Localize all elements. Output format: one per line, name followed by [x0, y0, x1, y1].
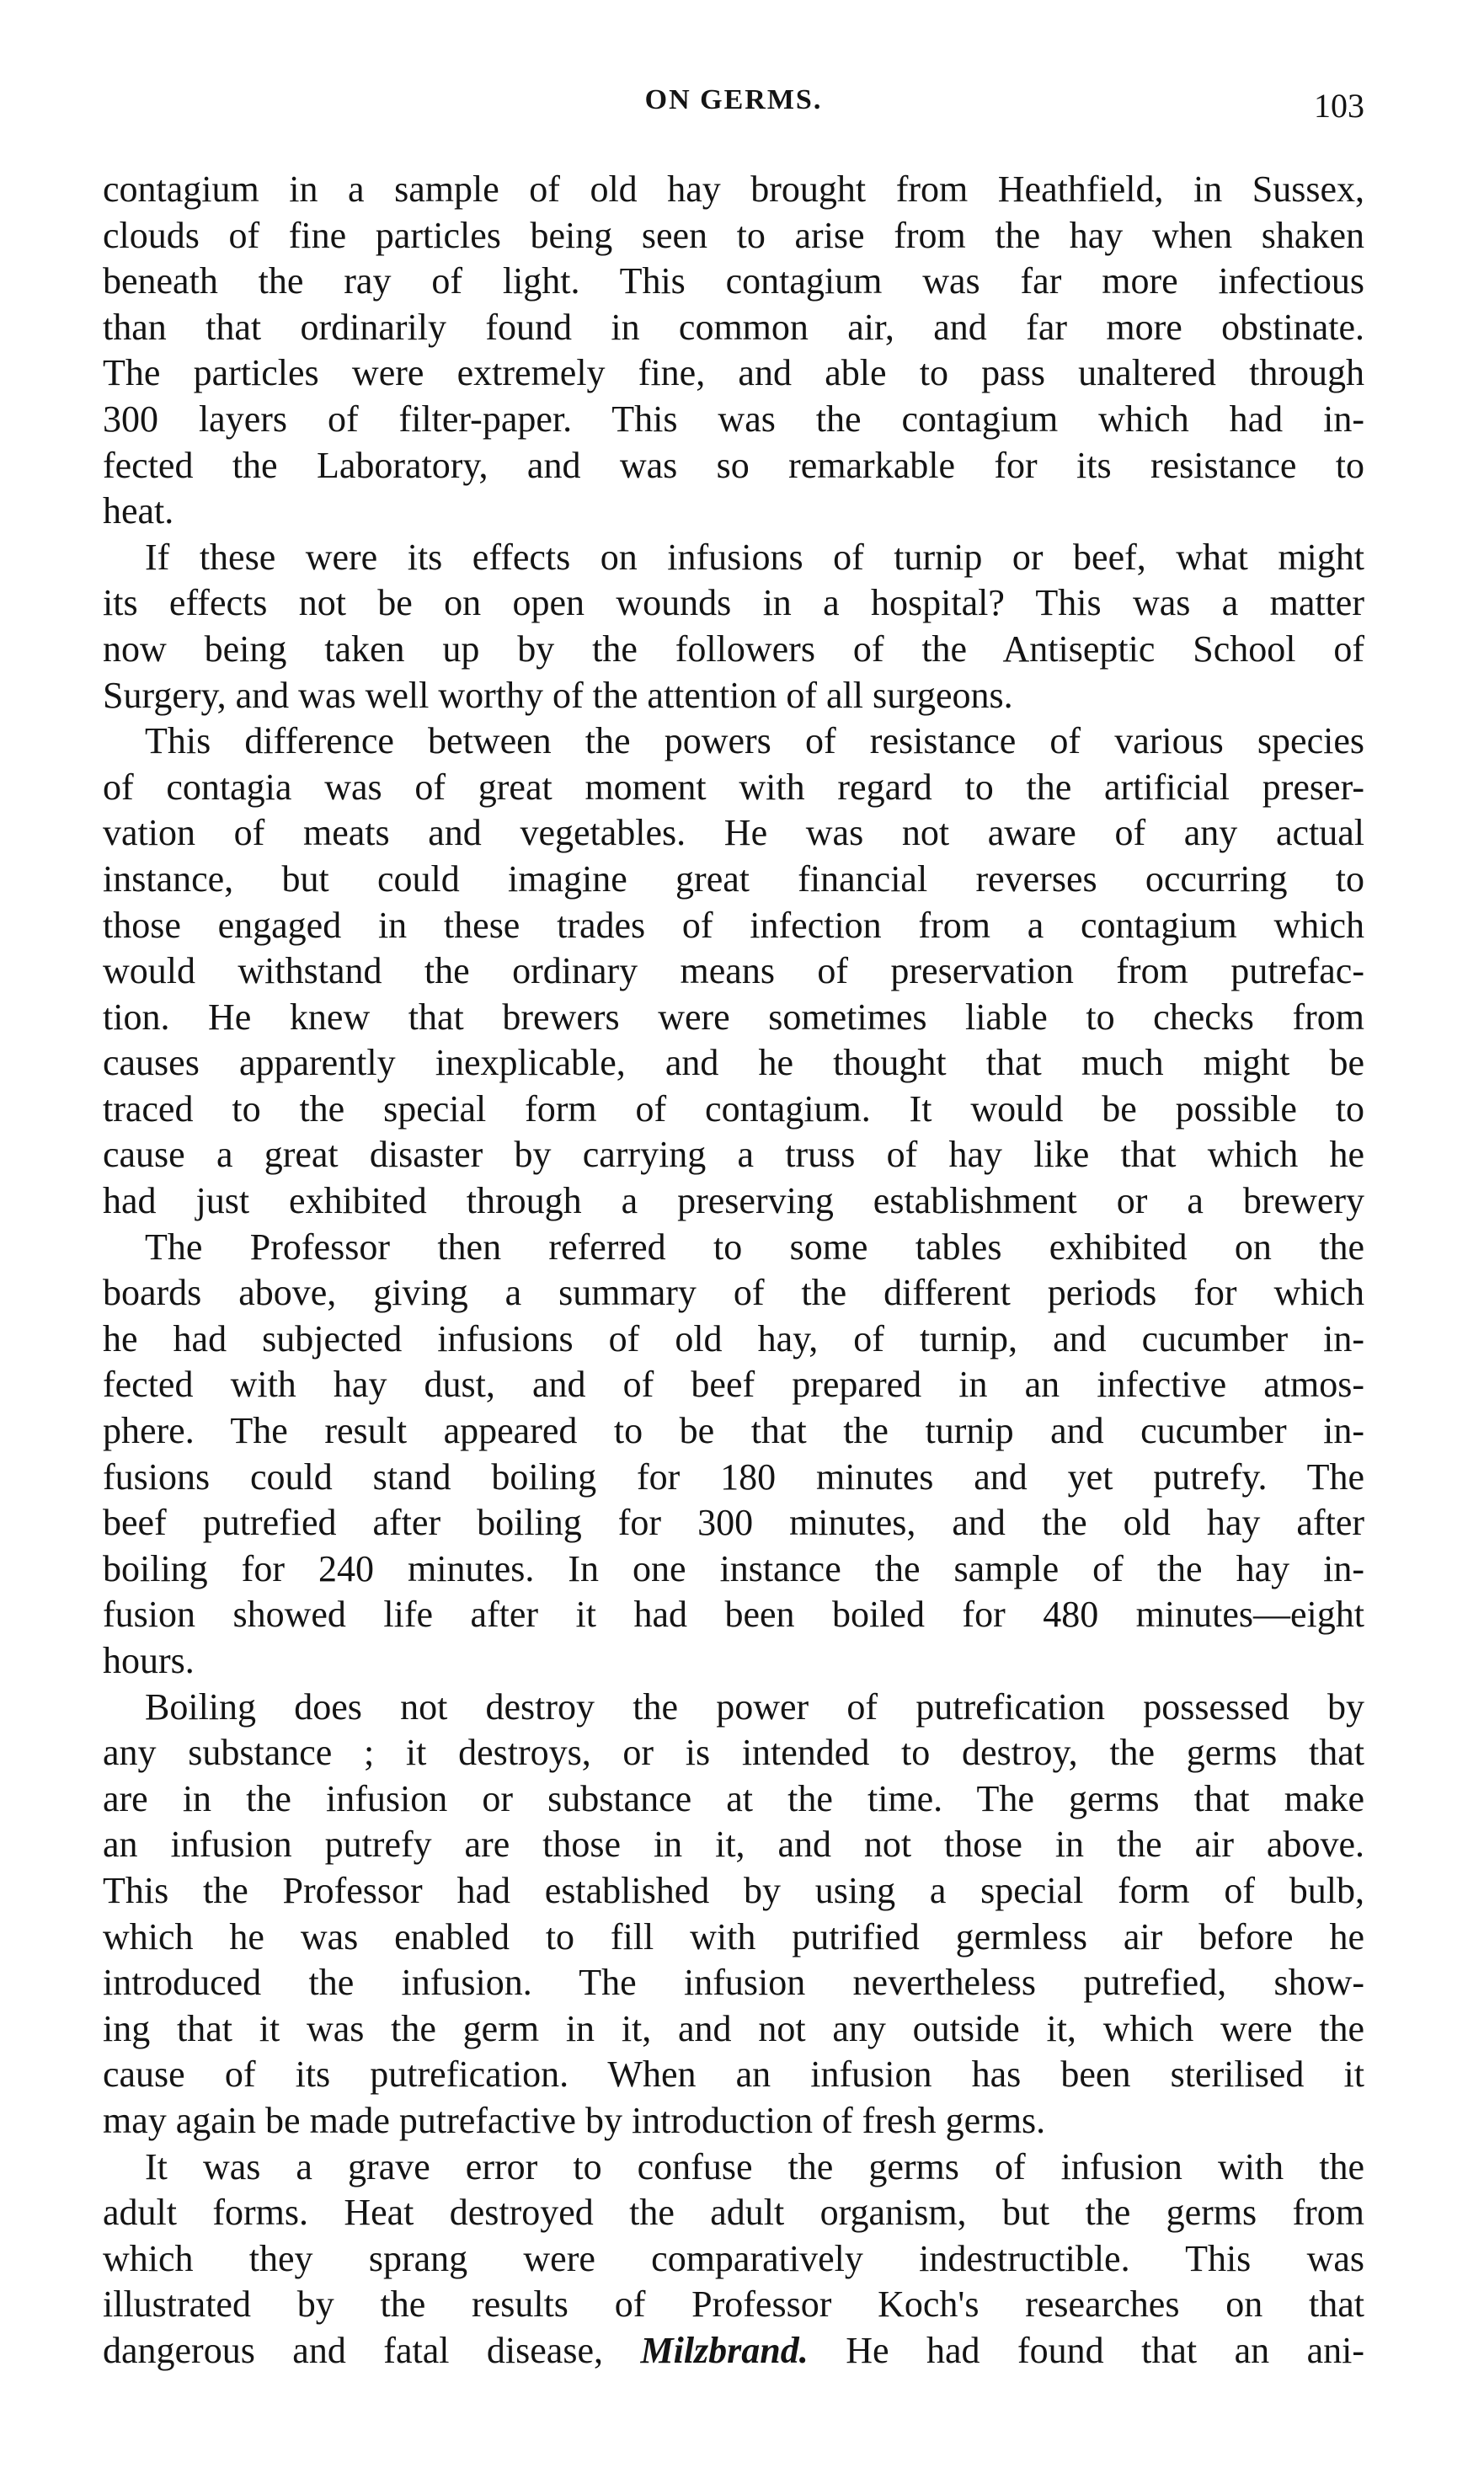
page-number: 103 [1314, 87, 1364, 125]
text-line: fusions could stand boiling for 180 minutes and yet putrefy. The [103, 1455, 1364, 1498]
text-line: phere. The result appeared to be that the turnip and cucumber in- [103, 1410, 1364, 1452]
text-line: tion. He knew that brewers were sometimes liable to checks from [103, 996, 1364, 1038]
text-line: fected with hay dust, and of beef prepared in an infective atmos- [103, 1364, 1364, 1406]
text-line: If these were its effects on infusions of turnip or beef, what might [145, 536, 1364, 578]
text-line: than that ordinarily found in common air, and far more obstinate. [103, 306, 1364, 348]
text-line: those engaged in these trades of infection from a contagium which [103, 904, 1364, 946]
text-line: which they sprang were comparatively indestructible. This was [103, 2237, 1364, 2279]
final-line-after: He had found that an ani- [808, 2329, 1364, 2371]
paragraph-1 [103, 167, 1364, 535]
text-line: 300 layers of filter-paper. This was the contagium which had in- [103, 398, 1364, 440]
paragraph-2 [103, 535, 1364, 718]
text-line: any substance ; it destroys, or is intended to destroy, the germs that [103, 1732, 1364, 1774]
text-line: Surgery, and was well worthy of the attention of all surgeons. [103, 674, 1013, 716]
text-line: fusion showed life after it had been boiled for 480 minutes—eight [103, 1594, 1364, 1636]
text-line-final [103, 2328, 1364, 2374]
text-line: an infusion putrefy are those in it, and not those in the air above. [103, 1824, 1364, 1866]
text-line: beneath the ray of light. This contagium was far more infectious [103, 260, 1364, 302]
text-line: The particles were extremely fine, and able to pass unaltered through [103, 352, 1364, 394]
paragraph-6 [103, 2144, 1364, 2374]
text-line: of contagia was of great moment with regard to the artificial preser- [103, 766, 1364, 808]
text-line: The Professor then referred to some tables exhibited on the [145, 1226, 1364, 1268]
text-line: introduced the infusion. The infusion nevertheless putrefied, show- [103, 1962, 1364, 2004]
text-line: vation of meats and vegetables. He was not aware of any actual [103, 812, 1364, 854]
text-line: are in the infusion or substance at the time. The germs that make [103, 1777, 1364, 1819]
text-line: which he was enabled to fill with putrified germless air before he [103, 1915, 1364, 1958]
text-line: cause of its putrefication. When an infusion has been sterilised it [103, 2054, 1364, 2096]
paragraph-5 [103, 1685, 1364, 2144]
paragraph-3 [103, 718, 1364, 1225]
text-line: may again be made putrefactive by introduction of fresh germs. [103, 2099, 1046, 2141]
italic-disease-name: Milzbrand. [640, 2329, 809, 2371]
text-line: would withstand the ordinary means of preservation from putrefac- [103, 950, 1364, 992]
text-line: now being taken up by the followers of the Antiseptic School of [103, 628, 1364, 670]
text-line: had just exhibited through a preserving establishment or a brewery [103, 1180, 1364, 1222]
text-line: its effects not be on open wounds in a hospital? This was a matter [103, 582, 1364, 624]
text-line: adult forms. Heat destroyed the adult organism, but the germs from [103, 2192, 1364, 2234]
text-line: causes apparently inexplicable, and he thought that much might be [103, 1042, 1364, 1084]
running-title: ON GERMS. [644, 84, 823, 115]
text-line: cause a great disaster by carrying a truss of hay like that which he [103, 1134, 1364, 1176]
text-line: he had subjected infusions of old hay, of turnip, and cucumber in- [103, 1317, 1364, 1359]
text-line: It was a grave error to confuse the germs of infusion with the [145, 2145, 1364, 2187]
running-head [103, 84, 1364, 135]
text-line: beef putrefied after boiling for 300 minutes, and the old hay after [103, 1502, 1364, 1544]
text-line: heat. [103, 490, 174, 532]
text-line: clouds of fine particles being seen to arise from the hay when shaken [103, 214, 1364, 256]
text-line: hours. [103, 1640, 195, 1681]
text-line: traced to the special form of contagium. It would be possible to [103, 1087, 1364, 1130]
text-line: boiling for 240 minutes. In one instance the sample of the hay in- [103, 1547, 1364, 1589]
text-line: illustrated by the results of Professor Koch's researches on that [103, 2283, 1364, 2326]
final-line-before: dangerous and fatal disease, [103, 2329, 641, 2371]
text-line: ing that it was the germ in it, and not any outside it, which were the [103, 2007, 1364, 2049]
text-line: instance, but could imagine great financial reverses occurring to [103, 857, 1364, 900]
text-line: contagium in a sample of old hay brought from Heathfield, in Sussex, [103, 168, 1364, 210]
text-line: Boiling does not destroy the power of putrefication possessed by [145, 1685, 1364, 1728]
text-line: boards above, giving a summary of the different periods for which [103, 1272, 1364, 1314]
body-text [103, 167, 1364, 2374]
text-line: This difference between the powers of resistance of various species [145, 720, 1364, 762]
text-line: fected the Laboratory, and was so remarkable for its resistance to [103, 444, 1364, 486]
text-line: This the Professor had established by using a special form of bulb, [103, 1869, 1364, 1911]
paragraph-4 [103, 1225, 1364, 1685]
